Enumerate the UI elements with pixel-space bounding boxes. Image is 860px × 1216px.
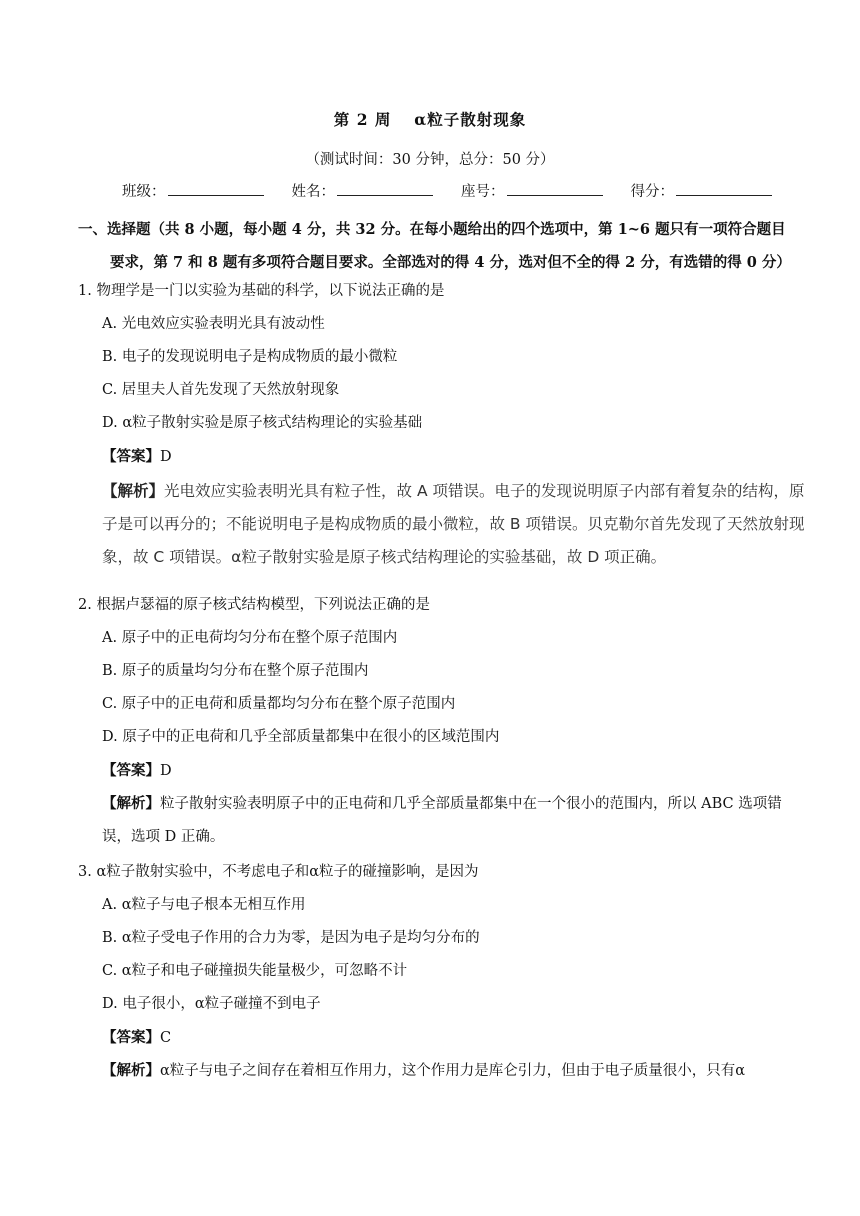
answer — [78, 754, 798, 787]
score-field — [631, 180, 773, 201]
class-blank — [168, 181, 264, 196]
score-label: 得分： — [630, 184, 674, 200]
explanation — [78, 787, 802, 854]
name-blank — [337, 181, 433, 196]
explanation-text: α粒子与电子之间存在着相互作用力，这个作用力是库仑引力，但由于电子质量很小，只有α — [160, 1063, 746, 1079]
answer-value: D — [160, 449, 172, 465]
option-d: D. 原子中的正电荷和几乎全部质量都集中在很小的区域范围内 — [102, 729, 500, 745]
explanation-label: 【解析】 — [102, 795, 160, 812]
student-info-row — [122, 180, 772, 201]
option-c: C. 居里夫人首先发现了天然放射现象 — [102, 382, 340, 398]
test-info: （测试时间：30 分钟，总分：50 分） — [305, 152, 555, 168]
answer-label: 【答案】 — [102, 448, 160, 465]
explanation-text: 光电效应实验表明光具有粒子性，故 A 项错误。电子的发现说明原子内部有着复杂的结构，原子是可以再分的；不能说明电子是构成物质的最小微粒，故 B 项错误。贝克勒尔首先发现了天然放射现象，故 C 项错误。α粒子散射实验是原子核式结构理论的实验基础，故 D 项正确。 — [102, 482, 805, 566]
explanation-text: 粒子散射实验表明原子中的正电荷和几乎全部质量都集中在一个很小的范围内，所以 ABC 选项错误，选项 D 正确。 — [102, 796, 782, 845]
option-a: A. 原子中的正电荷均匀分布在整个原子范围内 — [102, 630, 398, 646]
explanation — [78, 475, 808, 574]
section-line-2: 要求，第 7 和 8 题有多项符合题目要求。全部选对的得 4 分，选对但不全的得 2 分，有选错的得 0 分） — [110, 254, 791, 271]
name-label: 姓名： — [291, 184, 335, 200]
question-2 — [78, 589, 798, 854]
answer-value: D — [160, 763, 172, 779]
section-line-1: 一、选择题（共 8 小题，每小题 4 分，共 32 分。在每小题给出的四个选项中，第 1~6 题只有一项符合题目 — [78, 221, 786, 238]
question-1 — [78, 275, 805, 574]
answer — [78, 1021, 798, 1054]
option-a: A. 光电效应实验表明光具有波动性 — [102, 316, 325, 332]
option-b: B. α粒子受电子作用的合力为零，是因为电子是均匀分布的 — [102, 930, 480, 946]
question-stem: 2. 根据卢瑟福的原子核式结构模型，下列说法正确的是 — [78, 597, 430, 613]
class-field — [122, 180, 264, 201]
answer-label: 【答案】 — [102, 762, 160, 779]
option-d: D. 电子很小，α粒子碰撞不到电子 — [102, 996, 321, 1012]
question-3 — [78, 856, 798, 1088]
option-a: A. α粒子与电子根本无相互作用 — [102, 897, 306, 913]
option-b: B. 原子的质量均匀分布在整个原子范围内 — [102, 663, 369, 679]
seat-label: 座号： — [461, 184, 505, 200]
seat-field — [461, 180, 603, 201]
page-title: 第 2 周 α粒子散射现象 — [333, 110, 527, 129]
answer — [78, 440, 798, 473]
answer-value: C — [160, 1030, 172, 1046]
name-field — [292, 180, 434, 201]
question-stem: 1. 物理学是一门以实验为基础的科学，以下说法正确的是 — [78, 283, 445, 299]
option-b: B. 电子的发现说明电子是构成物质的最小微粒 — [102, 349, 398, 365]
option-c: C. α粒子和电子碰撞损失能量极少，可忽略不计 — [102, 963, 408, 979]
question-stem: 3. α粒子散射实验中，不考虑电子和α粒子的碰撞影响，是因为 — [78, 864, 479, 880]
explanation-label: 【解析】 — [102, 482, 165, 500]
section-heading — [78, 213, 798, 279]
answer-label: 【答案】 — [102, 1029, 160, 1046]
seat-blank — [507, 181, 603, 196]
option-d: D. α粒子散射实验是原子核式结构理论的实验基础 — [102, 415, 423, 431]
score-blank — [676, 181, 772, 196]
option-c: C. 原子中的正电荷和质量都均匀分布在整个原子范围内 — [102, 696, 456, 712]
explanation — [78, 1054, 802, 1088]
class-label: 班级： — [122, 184, 166, 200]
explanation-label: 【解析】 — [102, 1062, 160, 1079]
